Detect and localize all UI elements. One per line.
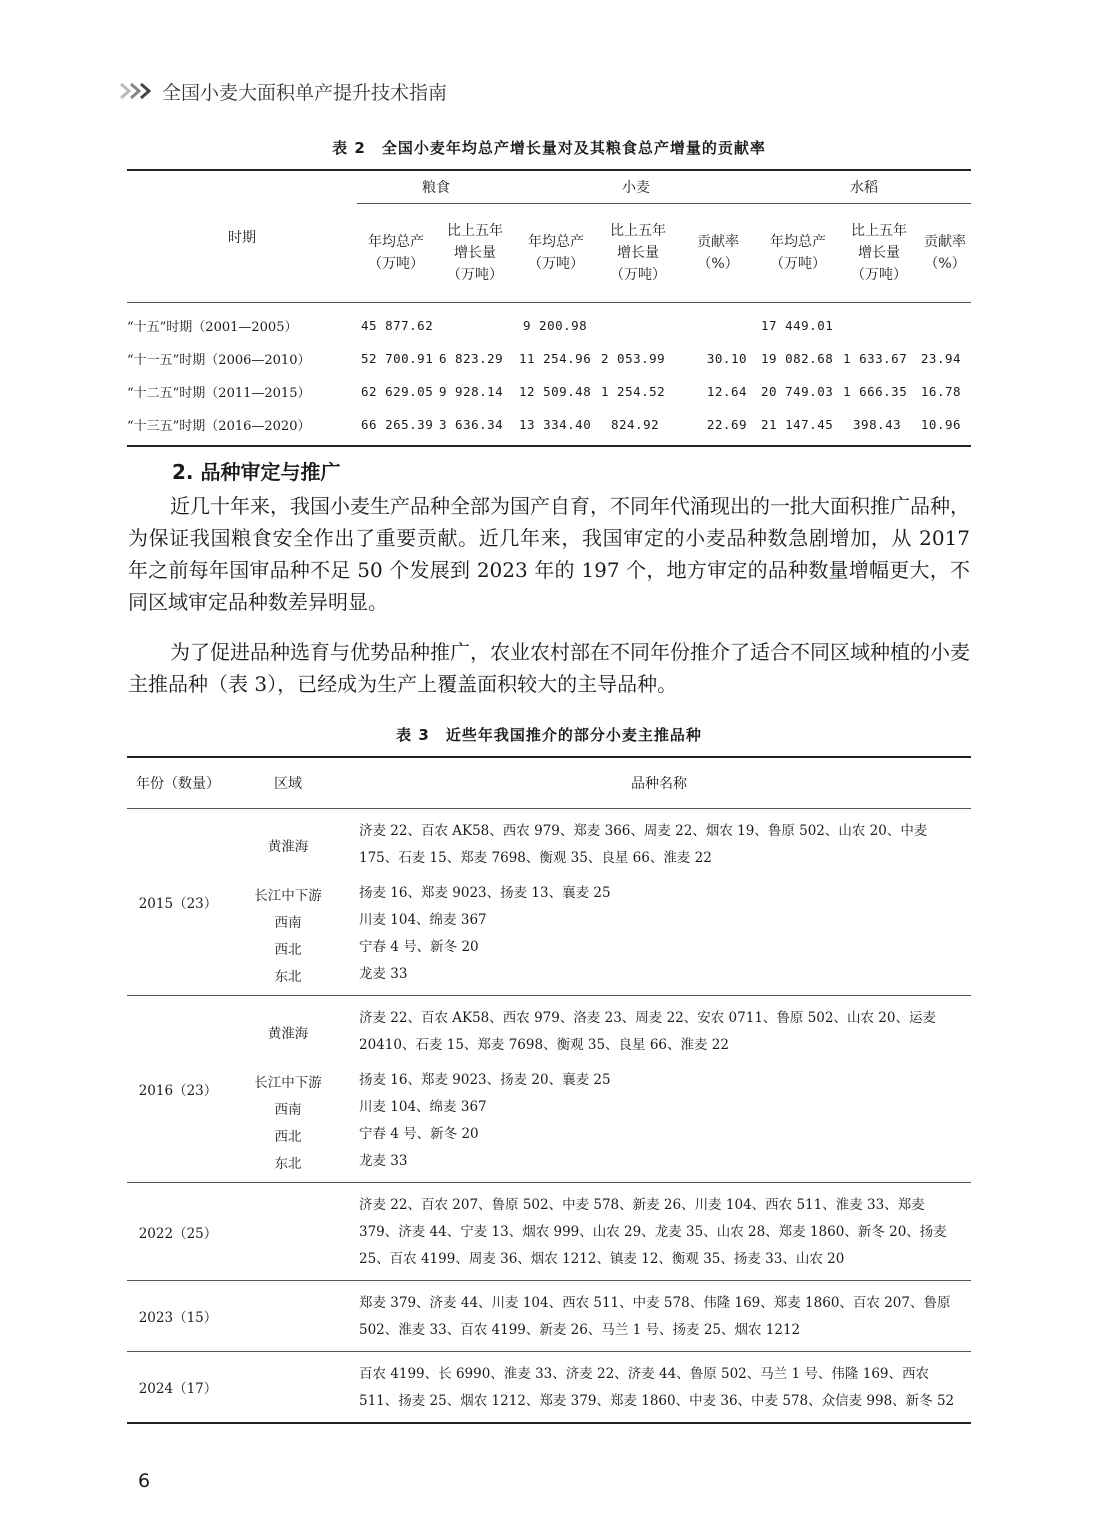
group-rice: 水稻 [757,170,971,204]
group-wheat: 小麦 [515,170,757,204]
triple-chevron-icon [120,82,154,100]
table-row [127,961,971,996]
table3-caption: 表 3 近些年我国推介的部分小麦主推品种 [396,726,702,744]
region-cell: 黄淮海 [229,996,347,1060]
rice-avg-cell: 17 449.01 [761,318,834,333]
rice-avg-header: 年均总产（万吨） [757,204,839,303]
table-row [127,1148,971,1183]
region-cell [229,1352,347,1424]
period-cell: “十一五”时期（2006—2010） [127,353,311,368]
table-row [127,375,971,408]
rice-inc-header: 比上五年增长量（万吨） [839,204,919,303]
region-cell: 西北 [274,941,302,958]
varieties-cell: 扬麦 16、郑麦 9023、扬麦 13、襄麦 25 [359,885,611,901]
wheat-avg-header: 年均总产（万吨） [515,204,597,303]
wheat-rate-cell: 12.64 [706,384,748,399]
rice-avg-cell: 19 082.68 [761,351,834,366]
wheat-rate-cell: 30.10 [706,351,748,366]
varieties-cell: 济麦 22、百农 AK58、西农 979、郑麦 366、周麦 22、烟农 19、鲁原 502、山农 20、中麦 175、石麦 15、郑麦 7698、衡观 35、良星 66、淮麦 22 [359,823,928,866]
table-row [127,1281,971,1352]
varieties-cell: 龙麦 33 [359,966,408,982]
table3 [127,756,971,1424]
region-cell [229,1183,347,1281]
table-row [127,1352,971,1424]
region-cell: 长江中下游 [254,887,322,904]
varieties-cell: 济麦 22、百农 207、鲁原 502、中麦 578、新麦 26、川麦 104、西农 511、淮麦 33、郑麦 379、济麦 44、宁麦 13、烟农 999、山农 29、龙麦 35、山农 28、郑麦 1860、新冬 20、扬麦 25、百农 4199、周麦 36、烟农 1212、镇麦 12、衡观 35、扬麦 33、山农 20 [347,1183,971,1281]
region-cell: 黄淮海 [267,839,309,855]
varieties-cell: 扬麦 16、郑麦 9023、扬麦 20、襄麦 25 [359,1072,611,1088]
group-grain: 粮食 [357,170,515,204]
region-cell: 长江中下游 [254,1074,322,1091]
table-row [127,1121,971,1148]
paragraph: 为了促进品种选育与优势品种推广，农业农村部在不同年份推介了适合不同区域种植的小麦主推品种（表 3），已经成为生产上覆盖面积较大的主导品种。 [128,640,970,696]
rice-rate-cell: 16.78 [920,384,962,399]
rice-inc-cell: 1 666.35 [843,384,908,399]
wheat-avg-cell: 11 254.96 [519,351,592,366]
varieties-cell: 宁春 4 号、新冬 20 [359,1126,479,1142]
table-row [127,934,971,961]
rice-inc-cell: 398.43 [853,417,902,432]
grain-avg-header: 年均总产（万吨） [357,204,435,303]
rice-inc-cell: 1 633.67 [843,351,908,366]
wheat-rate-cell [679,303,757,343]
wheat-rate-header: 贡献率（%） [679,204,757,303]
table2 [127,169,971,447]
table-row [127,303,971,343]
page-number: 6 [138,1470,151,1492]
grain-avg-cell: 66 265.39 [361,417,434,432]
varieties-header: 品种名称 [347,757,971,809]
year-cell: 2023（15） [127,1281,229,1352]
header-title: 全国小麦大面积单产提升技术指南 [162,81,448,104]
varieties-cell: 川麦 104、绵麦 367 [359,1099,487,1115]
region-cell: 西南 [274,1101,302,1118]
wheat-avg-cell: 13 334.40 [519,417,592,432]
table-row [127,1094,971,1121]
wheat-inc-cell [597,303,679,343]
varieties-cell: 龙麦 33 [359,1153,408,1169]
table-row [127,809,971,873]
table-row [127,1059,971,1094]
grain-avg-cell: 62 629.05 [361,384,434,399]
period-header: 时期 [127,170,357,303]
table2-caption: 表 2 全国小麦年均总产增长量对及其粮食总产增量的贡献率 [332,139,766,157]
grain-inc-cell: 9 928.14 [439,384,504,399]
year-cell: 2022（25） [127,1183,229,1281]
varieties-cell: 川麦 104、绵麦 367 [359,912,487,928]
region-cell [229,1281,347,1352]
wheat-inc-cell: 2 053.99 [601,351,666,366]
rice-rate-cell: 23.94 [920,351,962,366]
region-cell: 东北 [274,1155,302,1172]
varieties-cell: 郑麦 379、济麦 44、川麦 104、西农 511、中麦 578、伟隆 169、郑麦 1860、百农 207、鲁原 502、淮麦 33、百农 4199、新麦 26、马兰 1 号、扬麦 25、烟农 1212 [347,1281,971,1352]
wheat-inc-cell: 824.92 [611,417,660,432]
rice-inc-cell [839,303,919,343]
grain-inc-cell: 3 636.34 [439,417,504,432]
wheat-rate-cell: 22.69 [706,417,748,432]
varieties-cell: 宁春 4 号、新冬 20 [359,939,479,955]
period-cell: “十二五”时期（2011—2015） [127,386,311,401]
varieties-cell: 百农 4199、长 6990、淮麦 33、济麦 22、济麦 44、鲁原 502、马兰 1 号、伟隆 169、西农 511、扬麦 25、烟农 1212、郑麦 379、郑麦 1860、中麦 36、中麦 578、众信麦 998、新冬 52 [347,1352,971,1424]
grain-avg-cell: 52 700.91 [361,351,434,366]
grain-avg-cell: 45 877.62 [361,318,434,333]
varieties-cell: 济麦 22、百农 AK58、西农 979、洛麦 23、周麦 22、安农 0711、鲁原 502、山农 20、运麦 20410、石麦 15、郑麦 7698、衡观 35、良星 66、淮麦 22 [347,996,971,1060]
table-row [127,996,971,1060]
rice-avg-cell: 20 749.03 [761,384,834,399]
grain-inc-cell: 6 823.29 [439,351,504,366]
running-header [120,78,447,104]
region-cell: 西北 [274,1128,302,1145]
wheat-inc-header: 比上五年增长量（万吨） [597,204,679,303]
wheat-inc-cell: 1 254.52 [601,384,666,399]
section-title: 2. 品种审定与推广 [172,460,341,484]
grain-inc-cell [435,303,515,343]
region-header: 区域 [229,757,347,809]
grain-inc-header: 比上五年增长量（万吨） [435,204,515,303]
rice-avg-cell: 21 147.45 [761,417,834,432]
rice-rate-cell [919,303,971,343]
rice-rate-cell: 10.96 [920,417,962,432]
table-row [127,872,971,907]
table-row [127,1183,971,1281]
period-cell: “十三五”时期（2016—2020） [127,419,311,434]
region-cell: 东北 [274,968,302,985]
year-header: 年份（数量） [127,757,229,809]
year-cell: 2015（23） [138,896,218,912]
year-cell: 2024（17） [127,1352,229,1424]
year-cell: 2016（23） [127,996,229,1183]
wheat-avg-cell: 12 509.48 [519,384,592,399]
rice-rate-header: 贡献率（%） [919,204,971,303]
wheat-avg-cell: 9 200.98 [523,318,588,333]
region-cell: 西南 [274,914,302,931]
table-row [127,907,971,934]
table-row [127,342,971,375]
period-cell: “十五”时期（2001—2005） [127,320,298,335]
paragraph: 近几十年来，我国小麦生产品种全部为国产自育，不同年代涌现出的一批大面积推广品种，为保证我国粮食安全作出了重要贡献。近几年来，我国审定的小麦品种数急剧增加，从 2017 年之前每年国审品种不足 50 个发展到 2023 年的 197 个，地方审定的品种数量增幅更大，不同区域审定品种数差异明显。 [128,494,970,614]
table-row [127,408,971,446]
